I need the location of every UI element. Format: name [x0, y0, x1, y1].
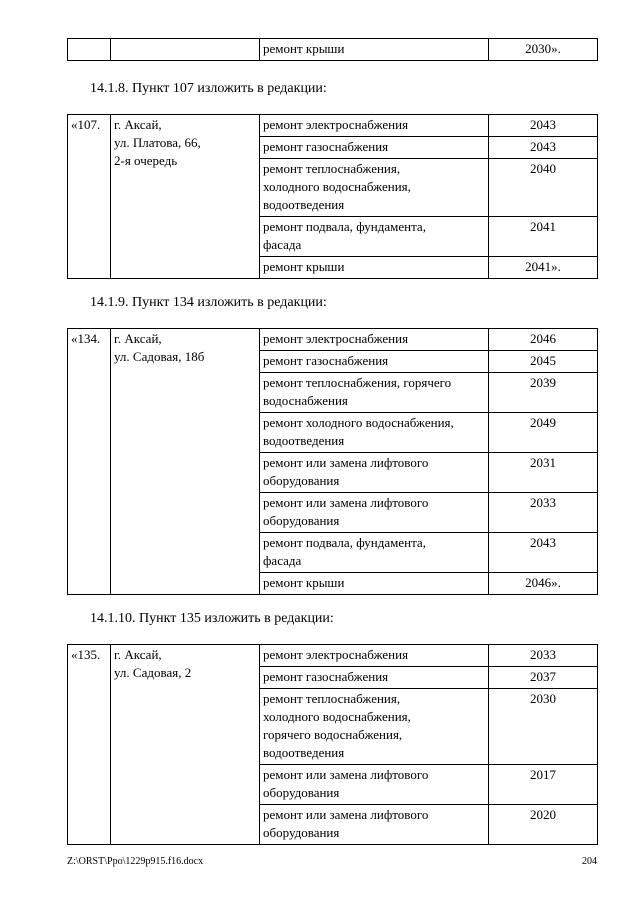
address-cell: г. Аксай, ул. Платова, 66, 2-я очередь [111, 115, 260, 279]
item-number-cell [68, 39, 111, 61]
item-number-cell: «135. [68, 645, 111, 845]
work-type-cell: ремонт электроснабжения [260, 115, 489, 137]
year-cell: 2041». [489, 257, 598, 279]
item-table-107 [67, 114, 598, 279]
table-row [68, 645, 598, 667]
work-type-cell: ремонт газоснабжения [260, 351, 489, 373]
year-cell: 2043 [489, 137, 598, 159]
year-cell: 2046». [489, 573, 598, 595]
year-cell: 2033 [489, 645, 598, 667]
table-row [68, 39, 598, 61]
item-table-135 [67, 644, 598, 845]
work-type-cell: ремонт газоснабжения [260, 667, 489, 689]
footer-page-number: 204 [582, 856, 597, 867]
work-type-cell: ремонт или замена лифтового оборудования [260, 453, 489, 493]
year-cell: 2033 [489, 493, 598, 533]
work-type-cell: ремонт или замена лифтового оборудования [260, 805, 489, 845]
work-type-cell: ремонт теплоснабжения, горячего водоснабжения [260, 373, 489, 413]
year-cell: 2020 [489, 805, 598, 845]
year-cell: 2049 [489, 413, 598, 453]
year-cell: 2041 [489, 217, 598, 257]
year-cell: 2030 [489, 689, 598, 765]
year-cell: 2039 [489, 373, 598, 413]
work-type-cell: ремонт подвала, фундамента, фасада [260, 533, 489, 573]
work-type-cell: ремонт газоснабжения [260, 137, 489, 159]
table-row [68, 115, 598, 137]
section-heading: 14.1.8. Пункт 107 изложить в редакции: [90, 81, 327, 96]
work-type-cell: ремонт крыши [260, 39, 489, 61]
work-type-cell: ремонт теплоснабжения, холодного водоснабжения, горячего водоснабжения, водоотведения [260, 689, 489, 765]
work-type-cell: ремонт или замена лифтового оборудования [260, 765, 489, 805]
year-cell: 2046 [489, 329, 598, 351]
year-cell: 2045 [489, 351, 598, 373]
year-cell: 2040 [489, 159, 598, 217]
year-cell: 2037 [489, 667, 598, 689]
item-number-cell: «107. [68, 115, 111, 279]
address-cell: г. Аксай, ул. Садовая, 18б [111, 329, 260, 595]
year-cell: 2043 [489, 115, 598, 137]
year-cell: 2017 [489, 765, 598, 805]
continuation-table [67, 38, 598, 61]
year-cell: 2030». [489, 39, 598, 61]
section-heading: 14.1.9. Пункт 134 изложить в редакции: [90, 295, 327, 310]
section-heading: 14.1.10. Пункт 135 изложить в редакции: [90, 611, 334, 626]
table-row [68, 329, 598, 351]
footer-file-path: Z:\ORST\Ppo\1229p915.f16.docx [67, 856, 204, 867]
address-cell: г. Аксай, ул. Садовая, 2 [111, 645, 260, 845]
work-type-cell: ремонт электроснабжения [260, 645, 489, 667]
work-type-cell: ремонт подвала, фундамента, фасада [260, 217, 489, 257]
work-type-cell: ремонт крыши [260, 573, 489, 595]
year-cell: 2031 [489, 453, 598, 493]
work-type-cell: ремонт холодного водоснабжения, водоотведения [260, 413, 489, 453]
year-cell: 2043 [489, 533, 598, 573]
work-type-cell: ремонт теплоснабжения, холодного водоснабжения, водоотведения [260, 159, 489, 217]
work-type-cell: ремонт или замена лифтового оборудования [260, 493, 489, 533]
address-cell [111, 39, 260, 61]
item-number-cell: «134. [68, 329, 111, 595]
item-table-134 [67, 328, 598, 595]
work-type-cell: ремонт электроснабжения [260, 329, 489, 351]
work-type-cell: ремонт крыши [260, 257, 489, 279]
